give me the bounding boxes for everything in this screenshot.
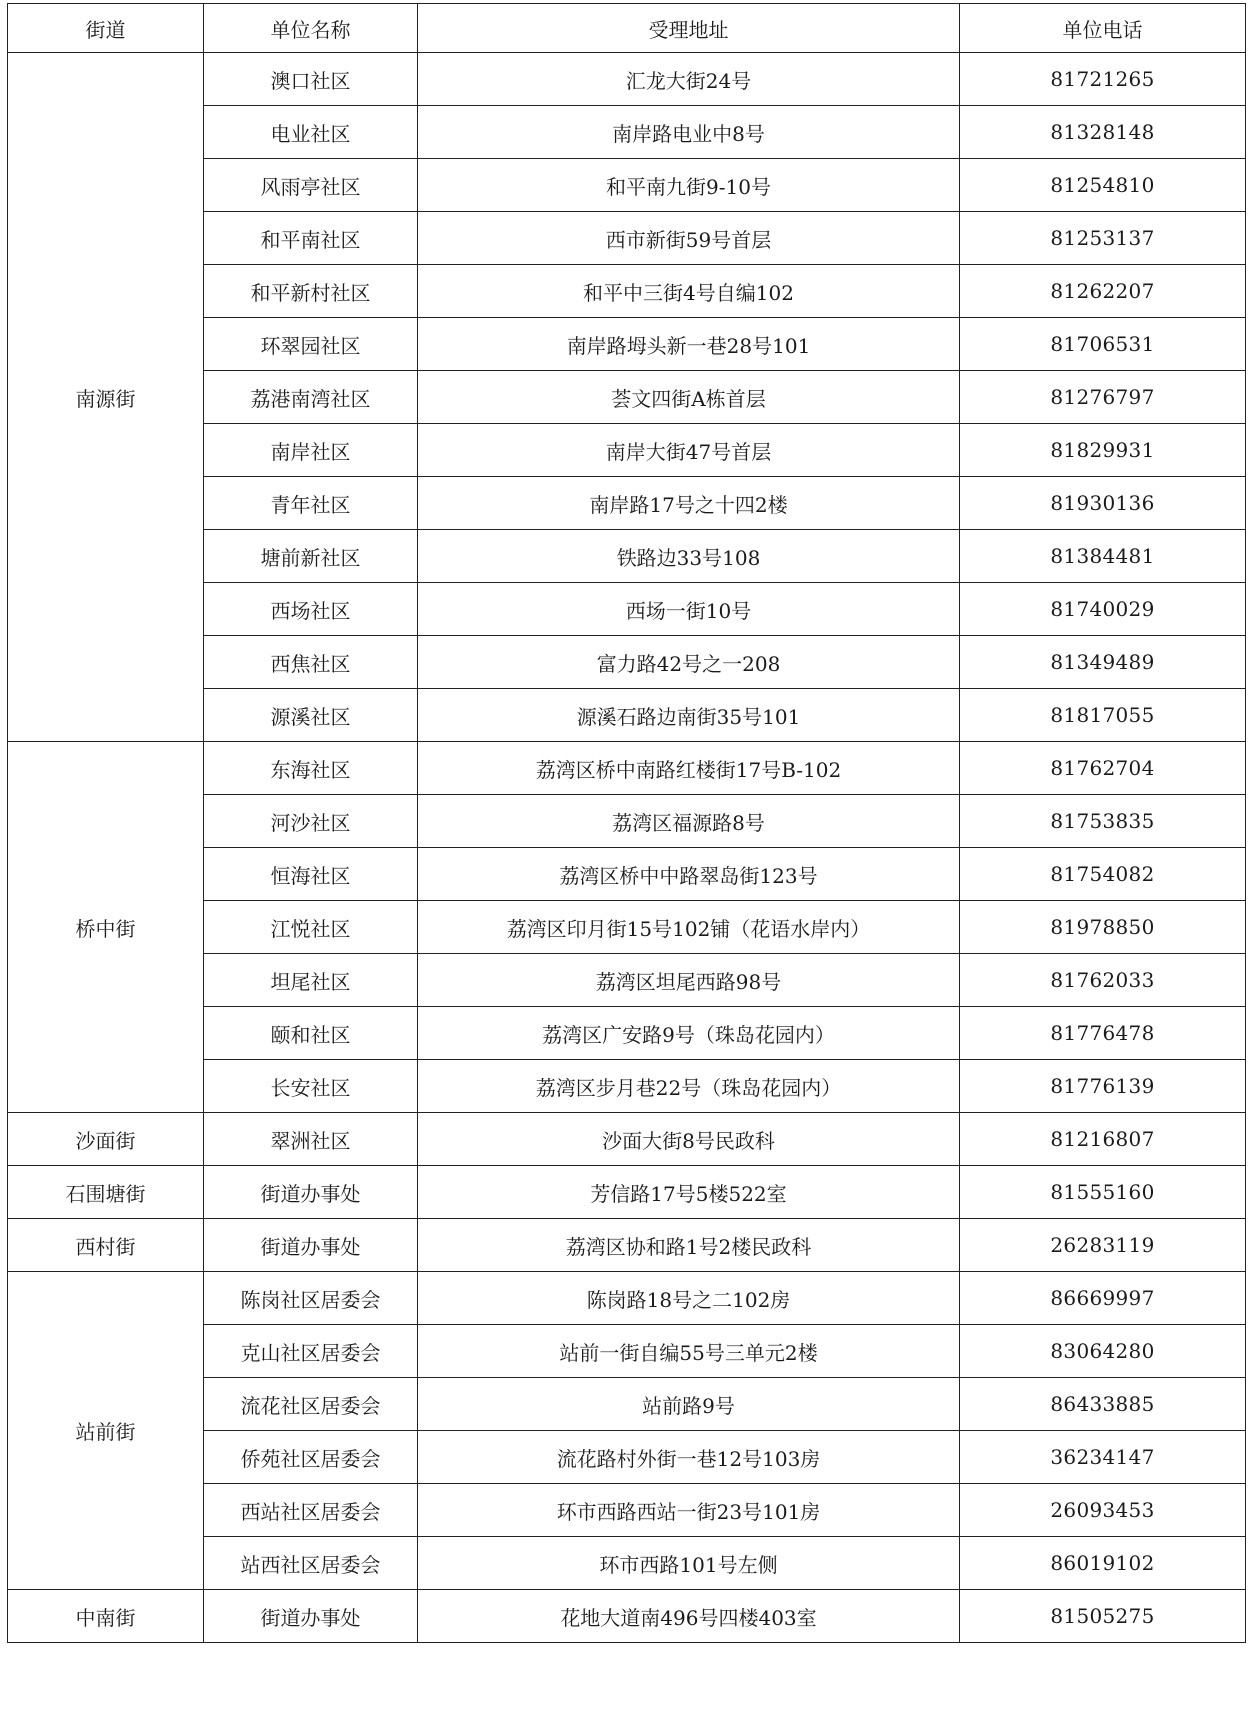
unit-name-cell: 街道办事处: [204, 1219, 418, 1272]
phone-cell: 81762704: [960, 742, 1246, 795]
address-cell: 荔湾区协和路1号2楼民政科: [418, 1219, 960, 1272]
unit-name-cell: 克山社区居委会: [204, 1325, 418, 1378]
unit-name-cell: 环翠园社区: [204, 318, 418, 371]
phone-cell: 81254810: [960, 159, 1246, 212]
phone-cell: 81740029: [960, 583, 1246, 636]
phone-cell: 81762033: [960, 954, 1246, 1007]
service-directory-table: [7, 3, 1246, 1643]
address-cell: 源溪石路边南街35号101: [418, 689, 960, 742]
unit-name-cell: 和平新村社区: [204, 265, 418, 318]
phone-cell: 81829931: [960, 424, 1246, 477]
unit-name-cell: 河沙社区: [204, 795, 418, 848]
table-row: [8, 1219, 1246, 1272]
unit-name-cell: 流花社区居委会: [204, 1378, 418, 1431]
address-cell: 荔湾区步月巷22号（珠岛花园内）: [418, 1060, 960, 1113]
address-cell: 站前一街自编55号三单元2楼: [418, 1325, 960, 1378]
unit-name-cell: 街道办事处: [204, 1590, 418, 1643]
document-page: [7, 3, 1246, 1643]
header-address: 受理地址: [418, 4, 960, 53]
phone-cell: 81978850: [960, 901, 1246, 954]
address-cell: 南岸大街47号首层: [418, 424, 960, 477]
unit-name-cell: 侨苑社区居委会: [204, 1431, 418, 1484]
address-cell: 荔湾区福源路8号: [418, 795, 960, 848]
street-cell: 中南街: [8, 1590, 204, 1643]
address-cell: 南岸路17号之十四2楼: [418, 477, 960, 530]
unit-name-cell: 恒海社区: [204, 848, 418, 901]
unit-name-cell: 站西社区居委会: [204, 1537, 418, 1590]
table-row: [8, 1590, 1246, 1643]
address-cell: 荔湾区桥中南路红楼街17号B-102: [418, 742, 960, 795]
phone-cell: 81349489: [960, 636, 1246, 689]
unit-name-cell: 源溪社区: [204, 689, 418, 742]
phone-cell: 86669997: [960, 1272, 1246, 1325]
phone-cell: 36234147: [960, 1431, 1246, 1484]
table-row: [8, 1113, 1246, 1166]
unit-name-cell: 西焦社区: [204, 636, 418, 689]
phone-cell: 81555160: [960, 1166, 1246, 1219]
address-cell: 陈岗路18号之二102房: [418, 1272, 960, 1325]
address-cell: 富力路42号之一208: [418, 636, 960, 689]
address-cell: 和平南九街9-10号: [418, 159, 960, 212]
address-cell: 荔湾区印月街15号102铺（花语水岸内）: [418, 901, 960, 954]
header-row: [8, 4, 1246, 53]
unit-name-cell: 风雨亭社区: [204, 159, 418, 212]
street-cell: 沙面街: [8, 1113, 204, 1166]
address-cell: 环市西路101号左侧: [418, 1537, 960, 1590]
unit-name-cell: 青年社区: [204, 477, 418, 530]
address-cell: 南岸路电业中8号: [418, 106, 960, 159]
address-cell: 南岸路坶头新一巷28号101: [418, 318, 960, 371]
phone-cell: 86019102: [960, 1537, 1246, 1590]
unit-name-cell: 电业社区: [204, 106, 418, 159]
unit-name-cell: 塘前新社区: [204, 530, 418, 583]
header-street: 街道: [8, 4, 204, 53]
table-row: [8, 742, 1246, 795]
address-cell: 荔湾区桥中中路翠岛街123号: [418, 848, 960, 901]
address-cell: 站前路9号: [418, 1378, 960, 1431]
header-phone: 单位电话: [960, 4, 1246, 53]
phone-cell: 81721265: [960, 53, 1246, 106]
phone-cell: 81817055: [960, 689, 1246, 742]
unit-name-cell: 和平南社区: [204, 212, 418, 265]
unit-name-cell: 南岸社区: [204, 424, 418, 477]
phone-cell: 26093453: [960, 1484, 1246, 1537]
phone-cell: 81276797: [960, 371, 1246, 424]
unit-name-cell: 街道办事处: [204, 1166, 418, 1219]
address-cell: 花地大道南496号四楼403室: [418, 1590, 960, 1643]
phone-cell: 81505275: [960, 1590, 1246, 1643]
address-cell: 铁路边33号108: [418, 530, 960, 583]
phone-cell: 83064280: [960, 1325, 1246, 1378]
street-cell: 站前街: [8, 1272, 204, 1590]
address-cell: 荟文四街A栋首层: [418, 371, 960, 424]
address-cell: 流花路村外街一巷12号103房: [418, 1431, 960, 1484]
street-cell: 石围塘街: [8, 1166, 204, 1219]
unit-name-cell: 翠洲社区: [204, 1113, 418, 1166]
phone-cell: 81706531: [960, 318, 1246, 371]
address-cell: 汇龙大街24号: [418, 53, 960, 106]
table-row: [8, 53, 1246, 106]
unit-name-cell: 颐和社区: [204, 1007, 418, 1060]
phone-cell: 81262207: [960, 265, 1246, 318]
unit-name-cell: 荔港南湾社区: [204, 371, 418, 424]
unit-name-cell: 长安社区: [204, 1060, 418, 1113]
address-cell: 荔湾区坦尾西路98号: [418, 954, 960, 1007]
phone-cell: 81776478: [960, 1007, 1246, 1060]
address-cell: 芳信路17号5楼522室: [418, 1166, 960, 1219]
address-cell: 沙面大街8号民政科: [418, 1113, 960, 1166]
address-cell: 西场一街10号: [418, 583, 960, 636]
unit-name-cell: 陈岗社区居委会: [204, 1272, 418, 1325]
phone-cell: 81754082: [960, 848, 1246, 901]
table-header: [8, 4, 1246, 53]
unit-name-cell: 坦尾社区: [204, 954, 418, 1007]
table-row: [8, 1166, 1246, 1219]
phone-cell: 26283119: [960, 1219, 1246, 1272]
phone-cell: 86433885: [960, 1378, 1246, 1431]
unit-name-cell: 西场社区: [204, 583, 418, 636]
street-cell: 南源街: [8, 53, 204, 742]
unit-name-cell: 澳口社区: [204, 53, 418, 106]
header-unit-name: 单位名称: [204, 4, 418, 53]
phone-cell: 81328148: [960, 106, 1246, 159]
phone-cell: 81253137: [960, 212, 1246, 265]
street-cell: 西村街: [8, 1219, 204, 1272]
unit-name-cell: 东海社区: [204, 742, 418, 795]
table-row: [8, 1272, 1246, 1325]
phone-cell: 81216807: [960, 1113, 1246, 1166]
address-cell: 环市西路西站一街23号101房: [418, 1484, 960, 1537]
address-cell: 西市新街59号首层: [418, 212, 960, 265]
table-body: [8, 53, 1246, 1643]
address-cell: 和平中三街4号自编102: [418, 265, 960, 318]
unit-name-cell: 西站社区居委会: [204, 1484, 418, 1537]
street-cell: 桥中街: [8, 742, 204, 1113]
address-cell: 荔湾区广安路9号（珠岛花园内）: [418, 1007, 960, 1060]
phone-cell: 81384481: [960, 530, 1246, 583]
phone-cell: 81753835: [960, 795, 1246, 848]
phone-cell: 81776139: [960, 1060, 1246, 1113]
unit-name-cell: 江悦社区: [204, 901, 418, 954]
phone-cell: 81930136: [960, 477, 1246, 530]
